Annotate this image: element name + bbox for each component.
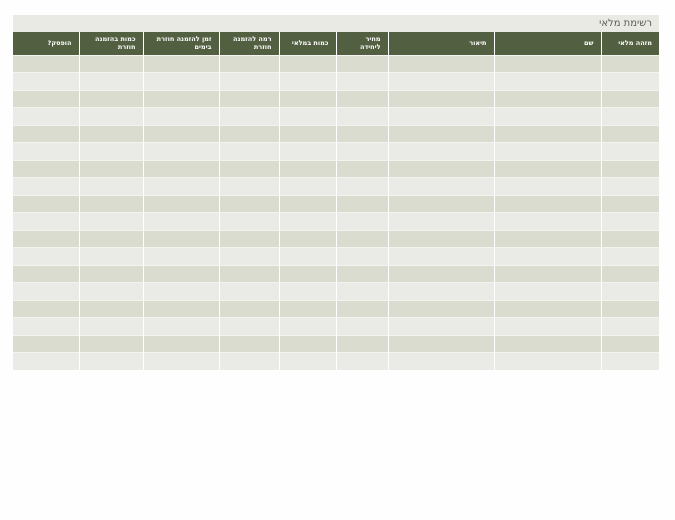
- table-row: [13, 143, 659, 161]
- table-cell[interactable]: [219, 90, 279, 108]
- table-cell[interactable]: [143, 265, 219, 283]
- table-cell[interactable]: [279, 195, 336, 213]
- table-row: [13, 55, 659, 73]
- table-cell[interactable]: [279, 108, 336, 126]
- table-cell[interactable]: [143, 213, 219, 231]
- table-cell[interactable]: [388, 108, 494, 126]
- table-cell[interactable]: [388, 335, 494, 353]
- header-quantity-in-stock[interactable]: כמות במלאי: [279, 32, 336, 55]
- table-cell[interactable]: [79, 353, 143, 371]
- table-cell[interactable]: [388, 318, 494, 336]
- table-row: [13, 248, 659, 266]
- table-cell[interactable]: [601, 160, 659, 178]
- table-cell[interactable]: [494, 335, 601, 353]
- table-cell[interactable]: [219, 160, 279, 178]
- table-cell[interactable]: [279, 283, 336, 301]
- table-cell[interactable]: [336, 318, 388, 336]
- table-cell[interactable]: [279, 73, 336, 91]
- table-cell[interactable]: [219, 318, 279, 336]
- table-cell[interactable]: [79, 90, 143, 108]
- table-cell[interactable]: [219, 213, 279, 231]
- table-cell[interactable]: [336, 230, 388, 248]
- header-reorder-time-days[interactable]: זמן להזמנה חוזרת בימים: [143, 32, 219, 55]
- table-cell[interactable]: [219, 335, 279, 353]
- table-cell[interactable]: [219, 283, 279, 301]
- table-cell[interactable]: [494, 195, 601, 213]
- table-cell[interactable]: [494, 160, 601, 178]
- table-row: [13, 195, 659, 213]
- table-cell[interactable]: [13, 73, 79, 91]
- table-cell[interactable]: [219, 300, 279, 318]
- table-row: [13, 160, 659, 178]
- table-cell[interactable]: [336, 90, 388, 108]
- table-cell[interactable]: [279, 90, 336, 108]
- table-cell[interactable]: [336, 73, 388, 91]
- table-row: [13, 300, 659, 318]
- table-cell[interactable]: [79, 178, 143, 196]
- table-cell[interactable]: [279, 265, 336, 283]
- table-cell[interactable]: [279, 178, 336, 196]
- table-row: [13, 213, 659, 231]
- table-cell[interactable]: [79, 230, 143, 248]
- table-cell[interactable]: [601, 248, 659, 266]
- table-cell[interactable]: [13, 283, 79, 301]
- table-cell[interactable]: [388, 143, 494, 161]
- header-unit-price[interactable]: מחיר ליחידה: [336, 32, 388, 55]
- table-cell[interactable]: [219, 108, 279, 126]
- table-cell[interactable]: [13, 90, 79, 108]
- table-cell[interactable]: [219, 248, 279, 266]
- table-cell[interactable]: [13, 108, 79, 126]
- table-row: [13, 265, 659, 283]
- table-cell[interactable]: [219, 125, 279, 143]
- sheet-title: רשימת מלאי: [599, 18, 652, 29]
- table-cell[interactable]: [143, 178, 219, 196]
- table-cell[interactable]: [79, 300, 143, 318]
- table-cell[interactable]: [601, 300, 659, 318]
- table-cell[interactable]: [494, 283, 601, 301]
- table-cell[interactable]: [601, 90, 659, 108]
- table-cell[interactable]: [494, 90, 601, 108]
- table-cell[interactable]: [79, 213, 143, 231]
- table-row: [13, 178, 659, 196]
- table-cell[interactable]: [279, 300, 336, 318]
- table-row: [13, 230, 659, 248]
- table-cell[interactable]: [79, 283, 143, 301]
- table-cell[interactable]: [13, 178, 79, 196]
- header-inventory-id[interactable]: מזהה מלאי: [601, 32, 659, 55]
- table-cell[interactable]: [143, 160, 219, 178]
- table-cell[interactable]: [143, 283, 219, 301]
- table-cell[interactable]: [79, 55, 143, 73]
- header-description[interactable]: תיאור: [388, 32, 494, 55]
- table-cell[interactable]: [143, 55, 219, 73]
- table-cell[interactable]: [388, 195, 494, 213]
- table-cell[interactable]: [388, 125, 494, 143]
- table-cell[interactable]: [494, 73, 601, 91]
- table-cell[interactable]: [494, 108, 601, 126]
- table-cell[interactable]: [79, 195, 143, 213]
- table-cell[interactable]: [13, 213, 79, 231]
- table-cell[interactable]: [143, 143, 219, 161]
- table-cell[interactable]: [219, 353, 279, 371]
- table-cell[interactable]: [79, 335, 143, 353]
- table-cell[interactable]: [494, 125, 601, 143]
- table-cell[interactable]: [388, 73, 494, 91]
- table-cell[interactable]: [388, 178, 494, 196]
- table-cell[interactable]: [143, 353, 219, 371]
- table-cell[interactable]: [336, 213, 388, 231]
- table-cell[interactable]: [601, 230, 659, 248]
- table-cell[interactable]: [336, 178, 388, 196]
- table-cell[interactable]: [336, 195, 388, 213]
- table-cell[interactable]: [388, 248, 494, 266]
- table-cell[interactable]: [336, 283, 388, 301]
- table-row: [13, 318, 659, 336]
- table-cell[interactable]: [601, 178, 659, 196]
- table-cell[interactable]: [143, 318, 219, 336]
- table-cell[interactable]: [388, 90, 494, 108]
- table-cell[interactable]: [13, 248, 79, 266]
- table-cell[interactable]: [13, 353, 79, 371]
- table-cell[interactable]: [388, 300, 494, 318]
- table-cell[interactable]: [601, 283, 659, 301]
- table-cell[interactable]: [219, 230, 279, 248]
- table-cell[interactable]: [601, 265, 659, 283]
- table-cell[interactable]: [143, 230, 219, 248]
- header-row: [13, 32, 659, 55]
- table-cell[interactable]: [279, 143, 336, 161]
- table-cell[interactable]: [388, 230, 494, 248]
- table-cell[interactable]: [601, 55, 659, 73]
- table-row: [13, 283, 659, 301]
- table-cell[interactable]: [336, 335, 388, 353]
- table-cell[interactable]: [279, 318, 336, 336]
- table-row: [13, 73, 659, 91]
- table-body: [13, 55, 659, 370]
- table-cell[interactable]: [219, 178, 279, 196]
- table-cell[interactable]: [13, 125, 79, 143]
- inventory-table: [13, 32, 659, 370]
- table-cell[interactable]: [279, 230, 336, 248]
- table-cell[interactable]: [279, 125, 336, 143]
- table-cell[interactable]: [13, 55, 79, 73]
- table-cell[interactable]: [279, 213, 336, 231]
- table-cell[interactable]: [13, 318, 79, 336]
- header-name[interactable]: שם: [494, 32, 601, 55]
- table-cell[interactable]: [143, 73, 219, 91]
- table-cell[interactable]: [336, 300, 388, 318]
- table-cell[interactable]: [79, 108, 143, 126]
- table-cell[interactable]: [13, 300, 79, 318]
- table-row: [13, 90, 659, 108]
- table-cell[interactable]: [143, 335, 219, 353]
- table-cell[interactable]: [494, 265, 601, 283]
- table-cell[interactable]: [494, 213, 601, 231]
- header-reorder-level[interactable]: רמה להזמנה חוזרת: [219, 32, 279, 55]
- header-discontinued[interactable]: הופסק?: [13, 32, 79, 55]
- table-cell[interactable]: [388, 265, 494, 283]
- table-cell[interactable]: [143, 248, 219, 266]
- table-cell[interactable]: [601, 353, 659, 371]
- table-cell[interactable]: [494, 300, 601, 318]
- table-cell[interactable]: [79, 73, 143, 91]
- table-row: [13, 125, 659, 143]
- title-bar: [13, 15, 659, 32]
- table-cell[interactable]: [143, 108, 219, 126]
- table-cell[interactable]: [279, 55, 336, 73]
- table-cell[interactable]: [601, 213, 659, 231]
- table-cell[interactable]: [13, 143, 79, 161]
- table-cell[interactable]: [13, 265, 79, 283]
- table-cell[interactable]: [494, 230, 601, 248]
- table-cell[interactable]: [143, 195, 219, 213]
- table-cell[interactable]: [601, 143, 659, 161]
- table-cell[interactable]: [336, 248, 388, 266]
- table-cell[interactable]: [13, 335, 79, 353]
- table-cell[interactable]: [336, 108, 388, 126]
- table-cell[interactable]: [601, 108, 659, 126]
- table-cell[interactable]: [219, 143, 279, 161]
- table-cell[interactable]: [13, 160, 79, 178]
- table-cell[interactable]: [388, 213, 494, 231]
- table-cell[interactable]: [601, 125, 659, 143]
- table-cell[interactable]: [279, 353, 336, 371]
- table-cell[interactable]: [143, 125, 219, 143]
- table-cell[interactable]: [13, 230, 79, 248]
- table-cell[interactable]: [494, 178, 601, 196]
- table-row: [13, 353, 659, 371]
- table-cell[interactable]: [219, 265, 279, 283]
- table-cell[interactable]: [336, 125, 388, 143]
- table-cell[interactable]: [388, 353, 494, 371]
- table-cell[interactable]: [79, 143, 143, 161]
- table-cell[interactable]: [336, 55, 388, 73]
- table-cell[interactable]: [79, 248, 143, 266]
- table-cell[interactable]: [279, 160, 336, 178]
- table-cell[interactable]: [79, 318, 143, 336]
- table-cell[interactable]: [79, 125, 143, 143]
- table-cell[interactable]: [79, 160, 143, 178]
- table-cell[interactable]: [601, 335, 659, 353]
- table-cell[interactable]: [336, 353, 388, 371]
- table-cell[interactable]: [13, 195, 79, 213]
- table-cell[interactable]: [79, 265, 143, 283]
- table-cell[interactable]: [219, 73, 279, 91]
- table-cell[interactable]: [143, 90, 219, 108]
- table-cell[interactable]: [219, 55, 279, 73]
- table-cell[interactable]: [494, 143, 601, 161]
- table-cell[interactable]: [336, 160, 388, 178]
- table-cell[interactable]: [143, 300, 219, 318]
- table-cell[interactable]: [336, 265, 388, 283]
- header-reorder-quantity[interactable]: כמות בהזמנה חוזרת: [79, 32, 143, 55]
- table-cell[interactable]: [494, 353, 601, 371]
- table-cell[interactable]: [601, 73, 659, 91]
- table-cell[interactable]: [494, 55, 601, 73]
- table-row: [13, 335, 659, 353]
- table-cell[interactable]: [601, 318, 659, 336]
- table-cell[interactable]: [494, 318, 601, 336]
- table-row: [13, 108, 659, 126]
- inventory-sheet: [13, 15, 659, 370]
- table-cell[interactable]: [279, 335, 336, 353]
- table-cell[interactable]: [388, 160, 494, 178]
- table-cell[interactable]: [279, 248, 336, 266]
- table-cell[interactable]: [388, 55, 494, 73]
- table-cell[interactable]: [388, 283, 494, 301]
- table-cell[interactable]: [219, 195, 279, 213]
- table-cell[interactable]: [336, 143, 388, 161]
- table-cell[interactable]: [601, 195, 659, 213]
- table-cell[interactable]: [494, 248, 601, 266]
